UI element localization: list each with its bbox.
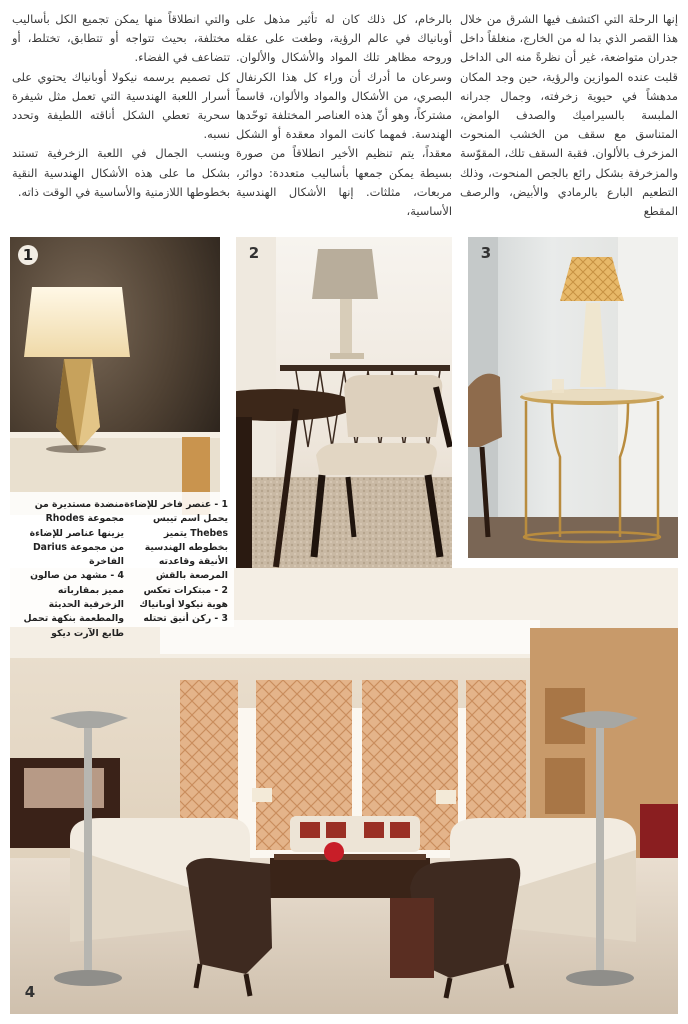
article-column-middle xyxy=(236,10,452,221)
photo-number-badge: 3 xyxy=(480,244,492,262)
article-column-right xyxy=(460,10,678,221)
article-column-left xyxy=(12,10,230,202)
caption-column-right xyxy=(124,498,228,627)
caption-column-left xyxy=(18,498,124,641)
article-paragraph: وينسب الجمال في اللعبة الزخرفية تستند بشكل ما على هذه الأشكال الهندسية النقية بخطوطها اللازمنية والأساسية في الوقت ذاته. xyxy=(12,146,230,199)
article-paragraph: والتي انطلاقاً منها يمكن تجميع الكل بأساليب مختلفة، بحيث تتواجه أو تتطابق، تختلط، أو تتضاعف في الفضاء. xyxy=(12,12,230,65)
caption-2: 2 - مبتكرات تعكس هوية نيكولا أوبانياك xyxy=(139,584,228,611)
photo-captions xyxy=(10,492,234,639)
caption-3: 3 - ركن أنيق تحتله xyxy=(143,613,228,625)
photo-number-badge: 2 xyxy=(248,244,260,262)
caption-4: 4 - مشهد من صالون مميز بمقارباته الزخرفية الحديثة والمطعمة بنكهة تحمل طابع الآرت ديكو xyxy=(23,570,124,639)
article-paragraph: بالرخام، كل ذلك كان له تأثير مذهل على أوبانياك في عالم الرؤية، وطغت على عقله وروحه مظاهر تلك المواد والأشكال والألوان. وسرعان ما أدرك أن وراء كل هذا الكرنفال البصري، من الأشكال والمواد والألوان، قاسماً مشتركاً، وهو أنّ هذه العناصر المختلفة توحّدها الهندسة. فمهما كانت المواد معقدة أو الشكل معقداً، يتم تنظيم الأخير انطلاقاً من صورة بسيطة يمكن جمعها بأساليب متعددة: دوائر، مربعات، مثلثات. إنها الأشكال الهندسية الأساسية، xyxy=(236,12,452,219)
caption-1: 1 - عنصر فاخر للإضاءة يحمل اسم تيبس Thebes يتميز بخطوطه الهندسية الأنيقة وقاعدته المرصعة بالقش xyxy=(124,499,228,582)
photo-table-lamp xyxy=(10,237,220,515)
photo-dining-chair xyxy=(236,237,452,621)
photo-side-table xyxy=(468,237,678,558)
photo-number-badge: 1 xyxy=(18,245,38,265)
article-paragraph: إنها الرحلة التي اكتشف فيها الشرق من خلال هذا القصر الذي بدا له من الخارج، منغلقاً داخل جدران متواضعة، غير أن نظرةً منه الى الداخل قلبت عنده الموازين والرؤية، حين وجد المكان مدهشاً في حيوية زخرفته، وجمال جدرانه الملبسة بالسيراميك والصدف الوامض، المتناسق مع سقف من الخشب المنحوت المزخرف بالألوان. فقبة السقف تلك، المقوّسة والمزخرفة بشكل رائع بالجص المنحوت، وذلك التطعيم البارع بالرمادي والأبيض، والرصف المقطع xyxy=(460,12,678,219)
caption-3-continued: منضدة مستديرة من مجموعة Rhodes يزينها عناصر للإضاءة من مجموعة Darius الفاخرة xyxy=(29,499,124,568)
article-paragraph: كل تصميم يرسمه نيكولا أوبانياك يحتوي على أسرار اللعبة الهندسية التي تعمل مثل شيفرة سحرية تعطي الشكل أناقته اللطيفة وتحدد نسبه. xyxy=(12,69,230,142)
photo-number-badge: 4 xyxy=(24,983,36,1001)
